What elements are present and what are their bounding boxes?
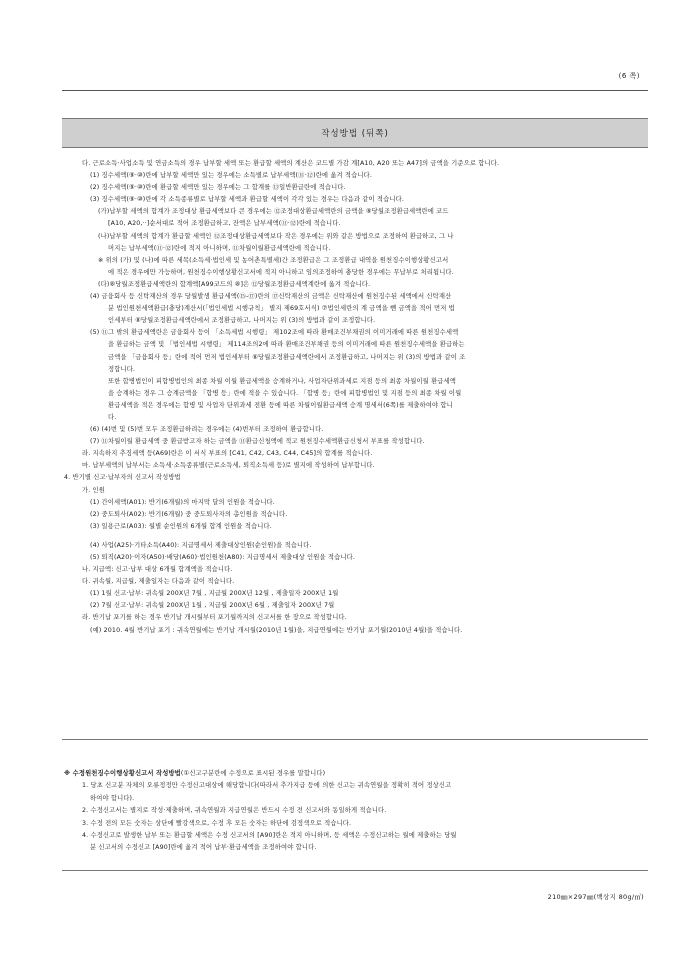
instruction-line: (가)납부할 세액의 합계가 조정대상 환급세액보다 큰 경우에는 ⑫조정대상환급세액란의 금액을 ⑧당월조정환급세액란에 코드 — [98, 208, 449, 216]
spacer — [64, 533, 646, 540]
instruction-line: 정합니다. — [108, 365, 136, 373]
note-title-suffix: (①신고구분란에 수정으로 표시된 경우를 말합니다) — [180, 770, 326, 777]
instruction-line: (6) (4)번 및 (5)번 모두 조정환급하려는 경우에는 (4)번부터 조정하여 환급합니다. — [90, 426, 324, 434]
section-title-bar — [62, 118, 648, 148]
instruction-line: (1) 1월 신고·납부: 귀속월 200X년 7월 , 지급월 200X년 12월 , 제출일자 200X년 1월 — [90, 590, 339, 598]
instruction-line: (5) 퇴직(A20)·이자(A50)·배당(A60)·법인원천(A80): 지급명세서 제출대상 인원을 적습니다. — [90, 554, 355, 561]
paper-spec: 210㎜×297㎜(백상지 80g/㎡) — [547, 893, 644, 901]
instruction-line: (3) 일용근로(A03): 월별 순인원의 6개월 합계 인원을 적습니다. — [90, 522, 272, 530]
instruction-line: 다. 근로소득·사업소득 및 연금소득의 경우 납부할 세액 또는 환급할 세액의 계산은 코드별 가감 계[A10, A20 또는 A47]의 금액을 기준으로 합니다. — [82, 160, 500, 167]
instruction-line: (예) 2010. 4월 반기납 포기 : 귀속연월에는 반기납 개시월(2010년 1월)을, 지급연월에는 반기납 포기월(2010년 4월)을 적습니다. — [90, 626, 463, 634]
instruction-line: 나. 지급액: 신고·납부 대상 6개월 합계액을 적습니다. — [82, 566, 233, 574]
instruction-line: 다. — [108, 413, 117, 421]
instruction-line: (4) 사업(A25)·기타소득(A40): 지급명세서 제출대상인원(순인원)을 적습니다. — [90, 541, 312, 549]
instruction-line: ※ 위의 (가) 및 (나)에 따른 세목(소득세·법인세 및 농어촌특별세)간 조정환급은 그 조정환급 내역을 원천징수이행상황신고서 — [98, 256, 449, 264]
instruction-line: 분 법인원천세액환급(충당)계산서(「법인세법 시행규칙」 별지 제69호서식) ⑦법인세란의 계 금액을 뺀 금액을 적어 먼저 법 — [108, 305, 455, 313]
instructions-body — [64, 158, 646, 637]
page-number: (6 쪽) — [618, 72, 640, 80]
instruction-line: 라. 반기납 포기를 하는 경우 반기납 개시월부터 포기월까지의 신고서를 한 장으로 작성합니다. — [82, 614, 347, 622]
note-line: 분 신고서의 수정신고 [A90]란에 옮겨 적어 납부·환급세액을 조정하여야 합니다. — [90, 844, 317, 852]
note-line: 1. 당초 신고분 자체의 오류정정만 수정신고대상에 해당합니다(따라서 추가지급 등에 의한 신고는 귀속연월을 정확히 적어 정상신고 — [82, 782, 452, 790]
instruction-line: 다. 귀속월, 지급월, 제출일자는 다음과 같이 적습니다. — [82, 578, 235, 586]
instruction-line: (2) 중도퇴사(A02): 반기(6개월) 중 중도퇴사자의 총인원을 적습니다. — [90, 510, 288, 518]
note-line: 3. 수정 전의 모든 숫자는 상단에 빨강색으로, 수정 후 모든 숫자는 하단에 검정색으로 적습니다. — [82, 819, 352, 827]
instruction-line: (1) 징수세액(⑨·⑩)란에 납부할 세액만 있는 경우에는 소득별로 납부세액(⑪·⑫)란에 옮겨 적습니다. — [90, 172, 373, 180]
instruction-line: 을 승계하는 경우 그 승계금액을 「합병 등」란에 적을 수 있습니다. 「합병 등」란에 피합병법인 및 지점 등의 최종 차월 이월 — [108, 389, 462, 397]
instruction-line: 또한 합병법인이 피합병법인의 최종 차월 이월 환급세액을 승계하거나, 사업자단위과세로 지점 등의 최종 차월이월 환급세액 — [108, 377, 456, 385]
instruction-line: (2) 7월 신고·납부: 귀속월 200X년 1월 , 지급월 200X년 6월 , 제출일자 200X년 7월 — [90, 602, 335, 610]
instruction-line: 4. 반기별 신고·납부자의 신고서 작성방법 — [64, 474, 181, 482]
note-title: ※ 수정원천징수이행상황신고서 작성방법 — [64, 770, 181, 777]
instruction-line: 라. 지속하지 추징세액 등(A69)란은 이 서식 부표의 [C41, C42, C43, C44, C45]의 합계를 적습니다. — [82, 450, 373, 458]
instruction-line: 인세부터 ⑧당월조정환급세액란에서 조정환급하고, 나머지는 위 (3)의 방법과 같이 조정합니다. — [108, 317, 376, 325]
section-title: 작성방법 (뒤쪽) — [321, 129, 389, 139]
instruction-line: [A10, A20,··]순서대로 적어 조정환급하고, 잔액은 납부세액(⑪·⑫)란에 적습니다. — [108, 220, 341, 228]
instruction-line: 머지는 납부세액(⑪·⑫)란에 적지 아니하며, ⑪차월이월환급세액란에 적습니다. — [108, 244, 331, 252]
instruction-line: (1) 간이세액(A01): 반기(6개월)의 마지막 달의 인원을 적습니다. — [90, 498, 275, 506]
instruction-line: (5) ⑪그 밖의 환급세액란은 금융회사 등이 「소득세법 시행령」 제102조에 따라 환매조건부채권의 이미거래에 따른 원천징수세액 — [90, 329, 459, 337]
footer-divider — [62, 870, 648, 871]
note-heading — [64, 768, 646, 780]
instruction-line: (3) 징수세액(⑨·⑩)란에 각 소득종류별로 납부할 세액과 환급할 세액이 각각 있는 경우는 다음과 같이 적습니다. — [90, 196, 404, 204]
instruction-line: 마. 납부세액의 납부서는 소득세·소득종류별(근로소득세, 퇴직소득세 등)로 별지에 작성하여 납부합니다. — [82, 462, 375, 470]
note-line: 4. 수정신고로 발생한 납부 또는 환급할 세액은 수정 신고서의 [A90]란은 적지 아니하며, 등 세액은 수정신고하는 월에 제출하는 당월 — [82, 832, 457, 840]
note-line: 2. 수정신고서는 별지로 작성·제출하며, 귀속연월과 지급연월은 반드시 수정 전 신고서와 동일하게 적습니다. — [82, 807, 387, 815]
instruction-line: 에 적은 경우에만 가능하며, 원천징수이행상황신고서에 적지 아니하고 임의조정하여 충당한 경우에는 무납부로 처리됩니다. — [108, 268, 454, 276]
instruction-line: 금액을 「금융회사 등」란에 적어 먼저 법인세부터 ⑧당월조정환급세액란에서 조정환급하고, 나머지는 위 (3)의 방법과 같이 조 — [108, 353, 466, 361]
section-divider — [62, 739, 648, 740]
amendment-note — [64, 768, 646, 855]
instruction-line: 가. 인원 — [82, 486, 106, 494]
instruction-line: (2) 징수세액(⑨·⑩)란에 환급할 세액만 있는 경우에는 그 합계를 ⑬일반환급란에 적습니다. — [90, 184, 346, 192]
instruction-line: 을 환급하는 금액 및 「법인세법 시행령」 제114조의2에 따라 환매조건부채권 등의 이미거래에 따른 원천징수세액을 환급하는 — [108, 341, 465, 349]
instruction-line: 환급세액을 적은 경우에는 합병 및 사업자 단위과세 전환 등에 따른 차월이월환급세액 승계 명세서(6쪽)를 제출하여야 합니 — [108, 401, 453, 409]
header-divider — [62, 90, 648, 91]
note-lines — [64, 780, 646, 854]
instruction-line: (다)⑧당월조정환급세액란의 합계액[A99코드의 ⑧]은 ⑫당월조정환급세액계란에 옮겨 적습니다. — [98, 280, 371, 288]
note-line: 하여야 합니다). — [90, 794, 135, 802]
instruction-line: (7) ⑪차월이월 환급세액 중 환급받고자 하는 금액을 ⑪환급신청액에 적고 원천징수세액환급신청서 부표를 작성합니다. — [90, 438, 425, 446]
instruction-line: (4) 금융회사 등 신탁재산의 경우 당월발생 환급세액(⑮-⑰)란의 ⑰신탁재산의 금액은 신탁재산에 원천징수된 세액에서 신탁재산 — [90, 293, 452, 301]
instruction-line: (나)납부할 세액의 합계가 환급할 세액인 ⑫조정대상환급세액보다 작은 경우에는 위와 같은 방법으로 조정하여 환급하고, 그 나 — [98, 232, 454, 240]
